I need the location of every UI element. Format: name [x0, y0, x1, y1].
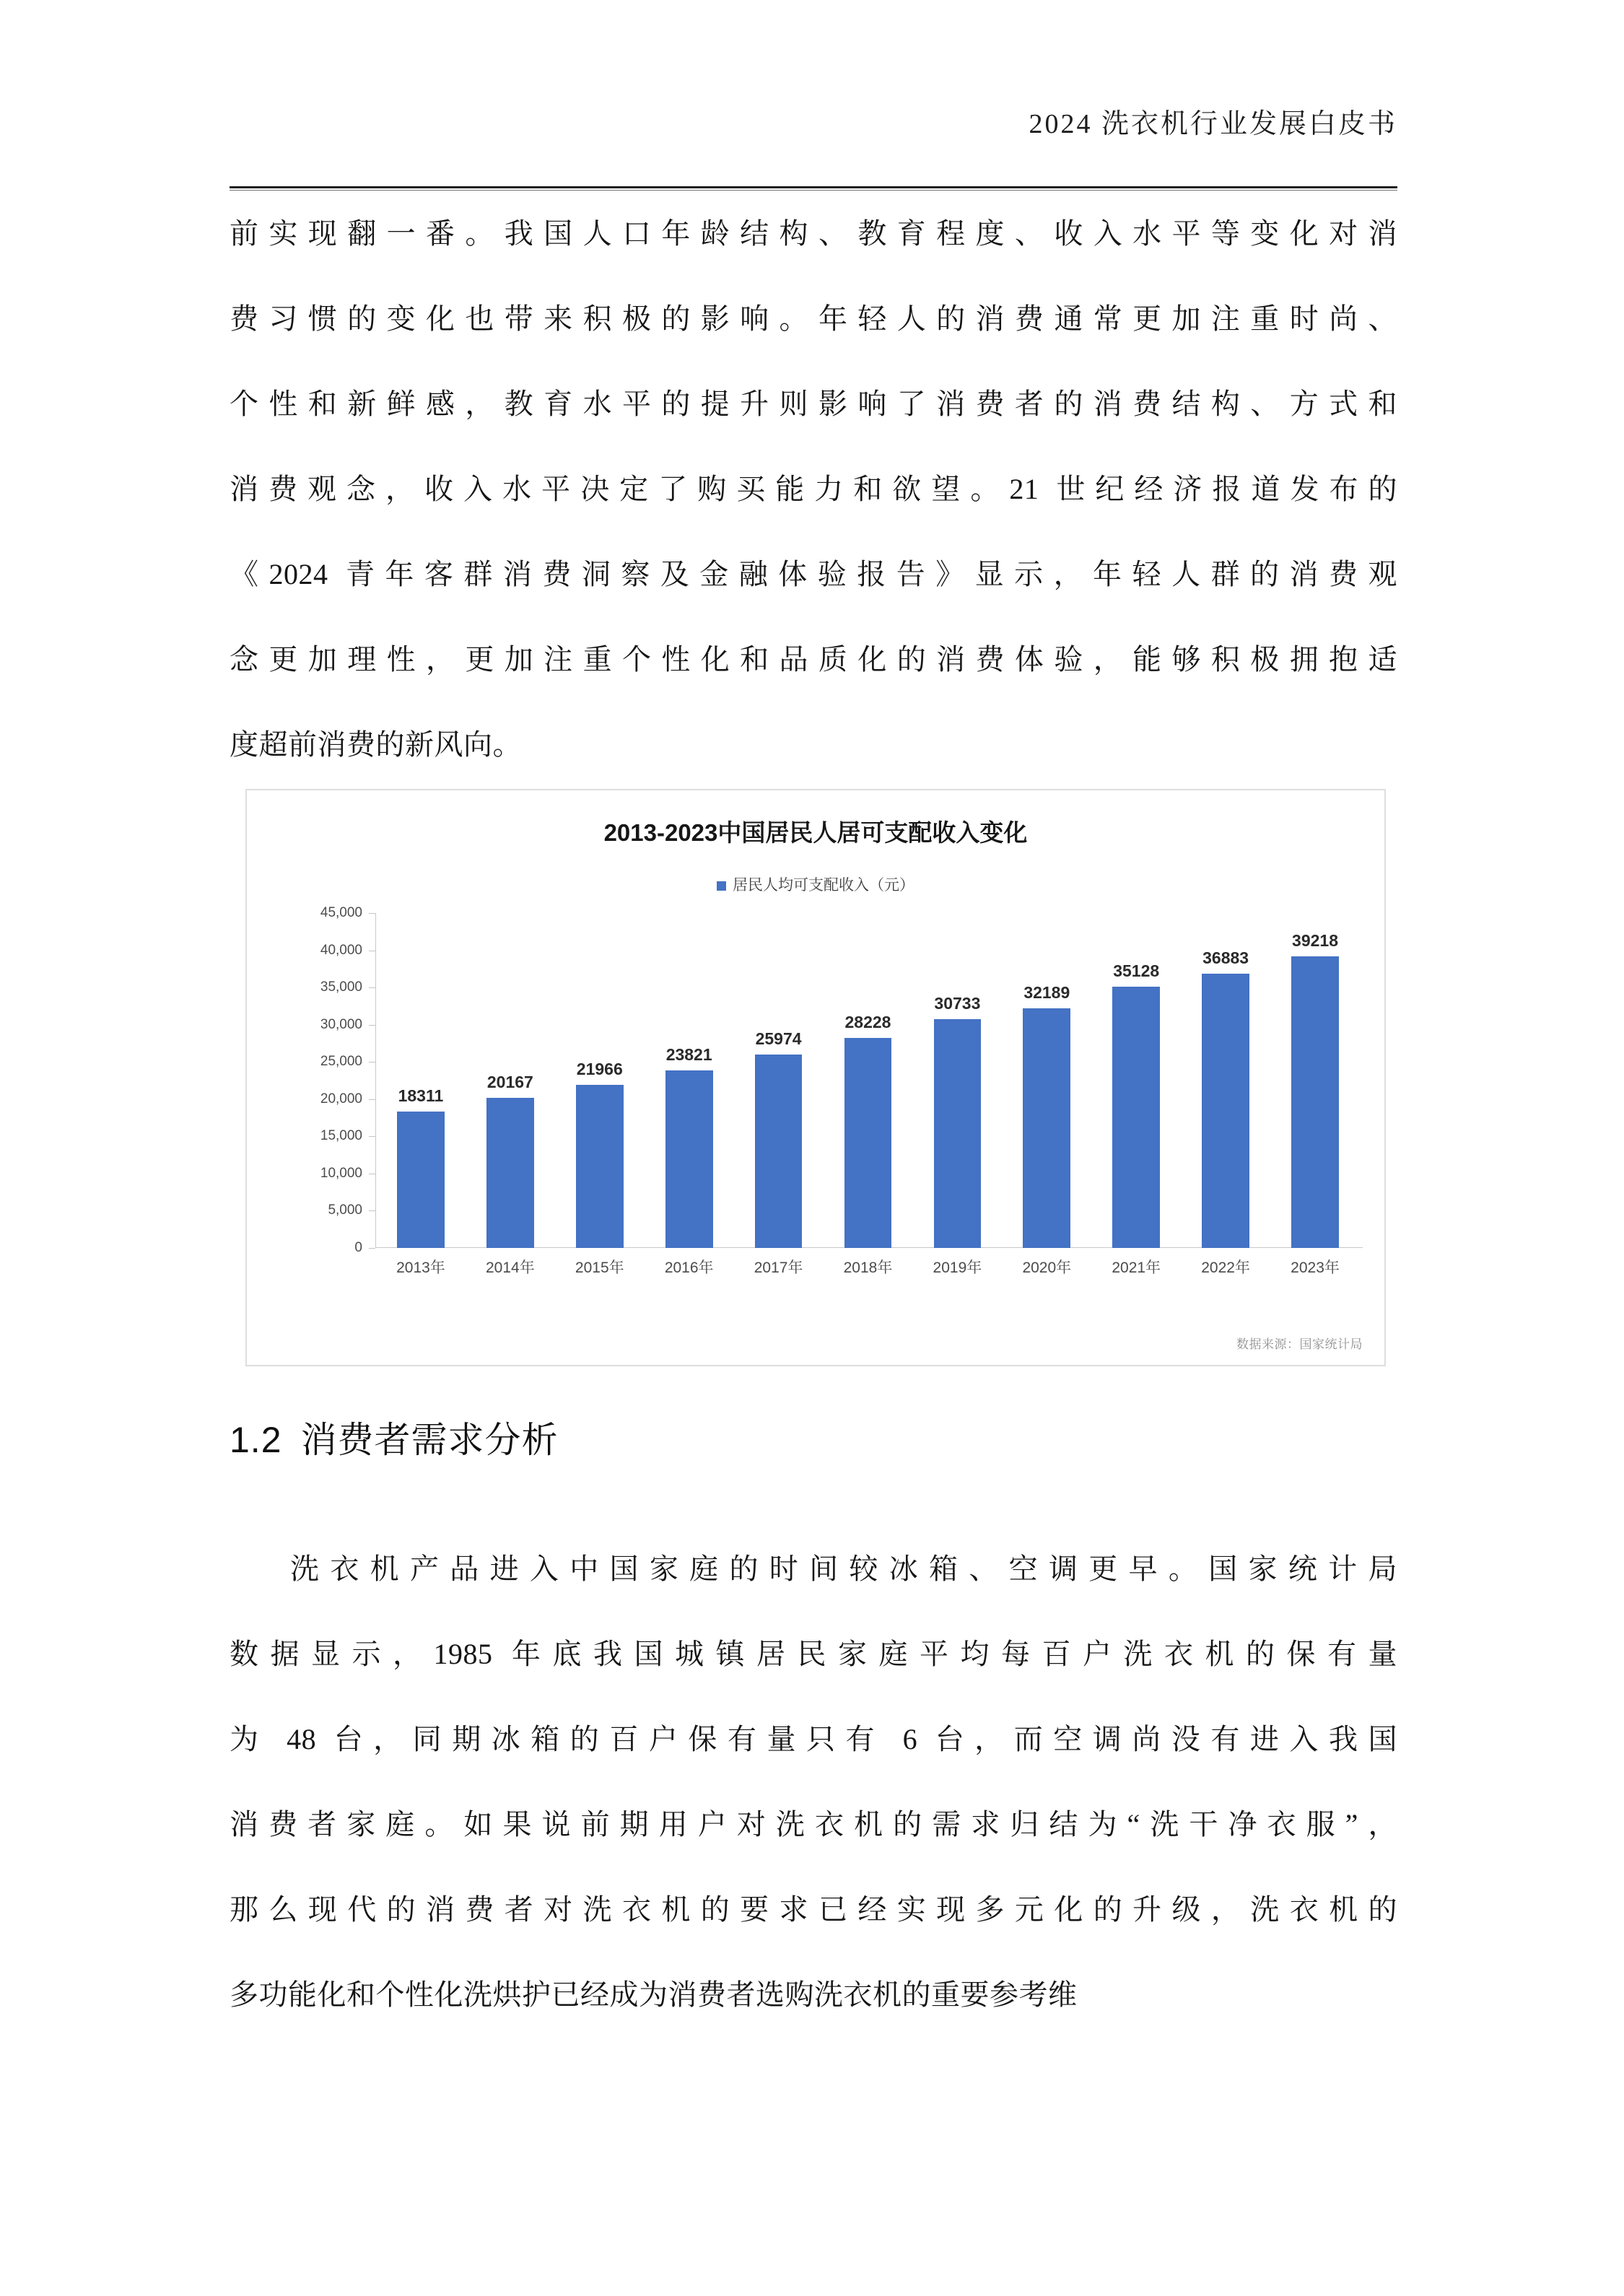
legend-label: 居民人均可支配收入（元）: [733, 877, 914, 894]
running-header: [230, 108, 1397, 141]
figure-income-chart: [245, 789, 1386, 1366]
paragraph-line: 度超前消费的新风向。: [230, 728, 522, 761]
x-axis-tick-label: 2015年: [575, 1260, 624, 1276]
body-paragraph-top: [230, 191, 1397, 787]
paragraph-line: 念更加理性，更加注重个性化和品质化的消费体验，能够积极拥抱适: [230, 643, 1397, 676]
bar-value-label: 32189: [1023, 983, 1070, 1003]
bar-value-label: 36883: [1202, 948, 1249, 967]
section-heading: [230, 1411, 559, 1463]
bar-value-label: 23821: [665, 1045, 712, 1065]
bar-rect: [1291, 956, 1339, 1248]
y-axis-tick-label: 25,000: [320, 1054, 362, 1070]
x-axis-tick-label: 2017年: [754, 1260, 803, 1276]
bar-value-label: 21966: [576, 1059, 623, 1078]
bar-rect: [844, 1038, 892, 1248]
y-axis-tick-label: 0: [354, 1240, 362, 1255]
paragraph-line: 个性和新鲜感，教育水平的提升则影响了消费者的消费结构、方式和: [230, 388, 1397, 420]
paragraph-line: 《2024 青年客群消费洞察及金融体验报告》显示，年轻人群的消费观: [230, 558, 1397, 590]
legend-swatch-icon: [717, 881, 726, 891]
paragraph-line: 洗衣机产品进入中国家庭的时间较冰箱、空调更早。国家统计局: [290, 1553, 1397, 1585]
x-axis-tick-label: 2022年: [1201, 1260, 1250, 1276]
bar-item: [824, 913, 913, 1248]
y-axis-tick-label: 20,000: [320, 1091, 362, 1106]
paragraph-line: 为 48 台，同期冰箱的百户保有量只有 6 台，而空调尚没有进入我国: [230, 1723, 1397, 1755]
chart-title: 2013-2023中国居民人居可支配收入变化: [603, 819, 1028, 846]
bar-item: [734, 913, 824, 1248]
bar-rect: [665, 1070, 713, 1248]
bar-item: [1181, 913, 1270, 1248]
bar-rect: [397, 1112, 445, 1248]
paragraph-line: 数据显示，1985 年底我国城镇居民家庭平均每百户洗衣机的保有量: [230, 1638, 1397, 1670]
y-axis: [292, 905, 375, 1255]
paragraph-line: 那么现代的消费者对洗衣机的要求已经实现多元化的升级，洗衣机的: [230, 1893, 1397, 1926]
bar-value-label: 25974: [755, 1029, 802, 1049]
y-axis-tick-label: 15,000: [320, 1128, 362, 1144]
x-axis-tick-label: 2023年: [1291, 1260, 1340, 1276]
bar-item: [1091, 913, 1181, 1248]
y-axis-tick-label: 40,000: [320, 942, 362, 958]
running-header-title: 2024 洗衣机行业发展白皮书: [1029, 109, 1397, 139]
section-number: 1.2: [230, 1420, 282, 1460]
chart-plot-area: [292, 905, 1363, 1286]
bar-value-label: 39218: [1292, 930, 1338, 950]
y-axis-tick-label: 30,000: [320, 1016, 362, 1032]
y-axis-tick-label: 35,000: [320, 979, 362, 995]
bar-rect: [1112, 987, 1160, 1248]
bar-item: [1002, 913, 1091, 1248]
bar-item: [555, 913, 645, 1248]
bar-value-label: 20167: [486, 1073, 533, 1092]
y-axis-tick-label: 5,000: [328, 1202, 362, 1218]
paragraph-line: 多功能化和个性化洗烘护已经成为消费者选购洗衣机的重要参考维: [230, 1978, 1078, 2011]
bar-rect: [1023, 1008, 1070, 1248]
paragraph-line: 消费者家庭。如果说前期用户对洗衣机的需求归结为“洗干净衣服”，: [230, 1808, 1397, 1841]
section-title: 消费者需求分析: [300, 1420, 559, 1460]
bar-value-label: 18311: [398, 1086, 444, 1106]
bar-value-label: 28228: [844, 1012, 891, 1031]
bar-rect: [755, 1055, 803, 1248]
paragraph-line: 前实现翻一番。我国人口年龄结构、教育程度、收入水平等变化对消: [230, 217, 1397, 250]
x-axis-tick-label: 2013年: [396, 1260, 445, 1276]
bar-item: [466, 913, 555, 1248]
bar-rect: [576, 1085, 624, 1248]
bar-series: [376, 913, 1360, 1248]
chart-legend: [247, 873, 1384, 895]
x-axis: [376, 1248, 1360, 1286]
bar-item: [912, 913, 1002, 1248]
x-axis-tick-label: 2016年: [664, 1260, 714, 1276]
bar-item: [376, 913, 466, 1248]
body-paragraph-bottom: [230, 1527, 1397, 2038]
bar-item: [1270, 913, 1360, 1248]
bar-rect: [934, 1019, 982, 1248]
paragraph-line: 费习惯的变化也带来积极的影响。年轻人的消费通常更加注重时尚、: [230, 302, 1397, 335]
x-axis-tick-label: 2021年: [1112, 1260, 1161, 1276]
x-axis-tick-label: 2018年: [843, 1260, 893, 1276]
header-rule: [230, 186, 1397, 188]
x-axis-tick-label: 2019年: [933, 1260, 982, 1276]
bar-value-label: 30733: [934, 994, 981, 1013]
bar-value-label: 35128: [1113, 961, 1160, 980]
y-axis-tick-label: 10,000: [320, 1165, 362, 1181]
bar-item: [645, 913, 734, 1248]
paragraph-line: 消费观念，收入水平决定了购买能力和欲望。21 世纪经济报道发布的: [230, 473, 1397, 505]
bar-rect: [486, 1098, 534, 1248]
x-axis-tick-label: 2020年: [1022, 1260, 1072, 1276]
chart-source-note: 数据来源：国家统计局: [1236, 1337, 1363, 1351]
x-axis-tick-label: 2014年: [486, 1260, 535, 1276]
y-axis-tick-label: 45,000: [320, 905, 362, 920]
bar-rect: [1202, 974, 1249, 1248]
